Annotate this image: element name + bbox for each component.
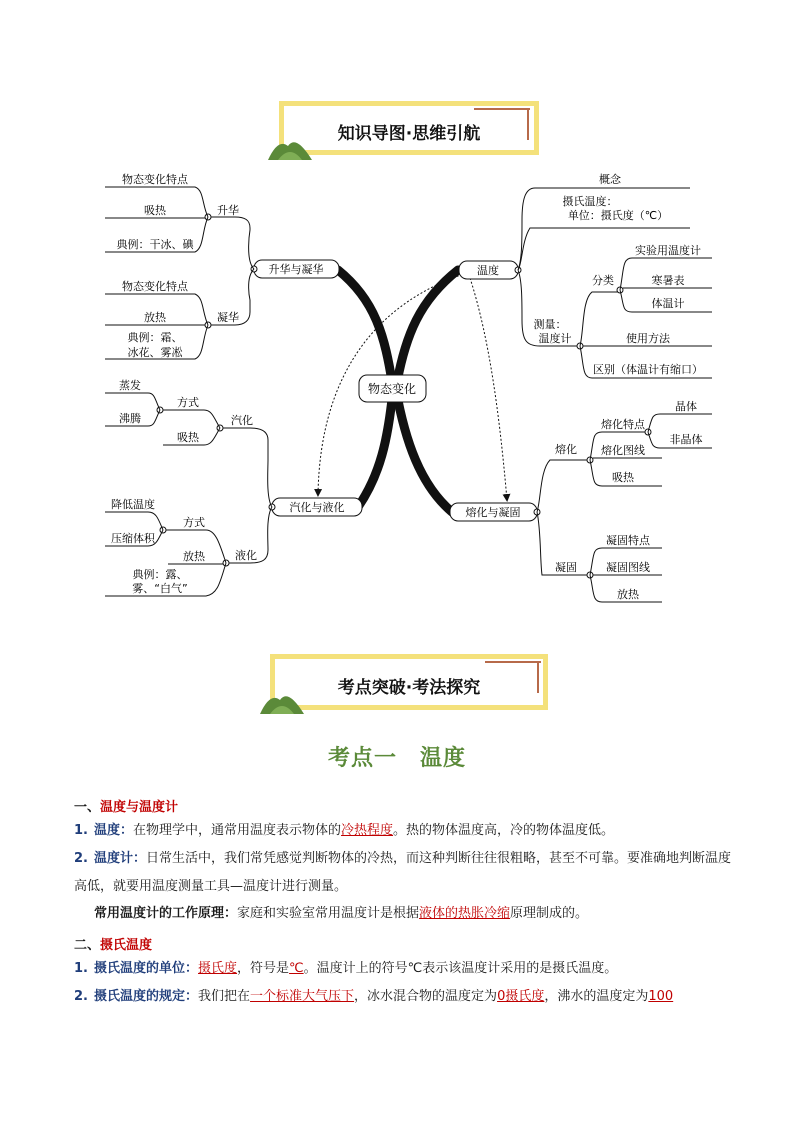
banner-kaodian-title: 考点突破·考法探究 bbox=[337, 678, 481, 698]
svg-text:凝固: 凝固 bbox=[555, 561, 577, 574]
svg-text:熔化图线: 熔化图线 bbox=[601, 444, 645, 457]
svg-text:升华与凝华: 升华与凝华 bbox=[268, 263, 324, 276]
svg-text:单位：摄氏度（℃）: 单位：摄氏度（℃） bbox=[567, 209, 669, 222]
hill-icon bbox=[268, 136, 314, 162]
section-heading: 二、摄氏温度 bbox=[74, 938, 153, 953]
svg-text:放热: 放热 bbox=[144, 311, 166, 324]
svg-text:测量：: 测量： bbox=[533, 318, 567, 331]
svg-text:实验用温度计: 实验用温度计 bbox=[635, 244, 701, 257]
svg-text:蒸发: 蒸发 bbox=[119, 379, 141, 392]
banner-mindmap-title: 知识导图·思维引航 bbox=[337, 124, 481, 144]
kaodian-title: 考点一 温度 bbox=[327, 746, 466, 771]
svg-text:晶体: 晶体 bbox=[675, 400, 697, 413]
svg-text:非晶体: 非晶体 bbox=[669, 433, 703, 446]
svg-text:方式: 方式 bbox=[183, 516, 205, 529]
svg-text:体温计: 体温计 bbox=[651, 297, 685, 310]
svg-text:熔化: 熔化 bbox=[555, 443, 577, 456]
svg-text:熔化与凝固: 熔化与凝固 bbox=[465, 506, 521, 519]
svg-text:典例：干冰、碘: 典例：干冰、碘 bbox=[116, 238, 194, 251]
mind-map bbox=[0, 160, 794, 610]
banner-mindmap bbox=[279, 101, 539, 155]
banner-deco-bar bbox=[527, 108, 529, 140]
dotted-arrow-right bbox=[470, 278, 507, 500]
svg-text:典例：霜、: 典例：霜、 bbox=[127, 331, 183, 344]
svg-text:吸热: 吸热 bbox=[177, 431, 199, 444]
svg-text:摄氏温度：: 摄氏温度： bbox=[562, 195, 618, 208]
svg-text:吸热: 吸热 bbox=[144, 204, 166, 217]
hill-icon bbox=[260, 690, 306, 716]
svg-text:汽化: 汽化 bbox=[231, 414, 253, 427]
curve-vapor bbox=[358, 390, 393, 507]
banner-deco-line bbox=[485, 661, 541, 663]
svg-text:概念: 概念 bbox=[599, 173, 621, 186]
svg-text:降低温度: 降低温度 bbox=[111, 498, 155, 511]
svg-text:典例：露、: 典例：露、 bbox=[132, 568, 188, 581]
svg-text:使用方法: 使用方法 bbox=[626, 332, 670, 345]
banner-deco-bar bbox=[537, 661, 539, 693]
svg-text:方式: 方式 bbox=[177, 396, 199, 409]
svg-text:雾、“白气”: 雾、“白气” bbox=[132, 582, 188, 595]
svg-text:汽化与液化: 汽化与液化 bbox=[289, 501, 345, 514]
paragraph-thermometer: 2. 温度计：日常生活中，我们常凭感觉判断物体的冷热，而这种判断往往很粗略，甚至不可靠。要准确地判断温度高低，就要用温度测量工具—温度计进行测量。 bbox=[74, 851, 732, 894]
paragraph-unit: 1. 摄氏温度的单位：摄氏度，符号是℃。温度计上的符号℃表示该温度计采用的是摄氏温度。 bbox=[74, 961, 618, 976]
curve-sublimation bbox=[338, 270, 393, 388]
paragraph-temperature: 1. 温度：在物理学中，通常用温度表示物体的冷热程度。热的物体温度高，冷的物体温度低。 bbox=[74, 823, 615, 838]
svg-text:温度: 温度 bbox=[477, 264, 499, 277]
svg-text:凝固特点: 凝固特点 bbox=[606, 534, 650, 547]
svg-text:压缩体积: 压缩体积 bbox=[111, 532, 155, 545]
svg-text:凝固图线: 凝固图线 bbox=[606, 561, 650, 574]
curve-temperature bbox=[396, 270, 458, 388]
section-heading: 一、温度与温度计 bbox=[74, 800, 179, 815]
banner-kaodian bbox=[270, 654, 548, 710]
svg-text:物态变化特点: 物态变化特点 bbox=[122, 173, 188, 186]
paragraph-principle: 常用温度计的工作原理：家庭和实验室常用温度计是根据液体的热胀冷缩原理制成的。 bbox=[94, 906, 589, 921]
curve-melting bbox=[396, 390, 452, 512]
banner-deco-line bbox=[474, 108, 530, 110]
svg-text:放热: 放热 bbox=[183, 550, 205, 563]
svg-text:升华: 升华 bbox=[217, 204, 239, 217]
svg-text:寒暑表: 寒暑表 bbox=[651, 274, 685, 287]
paragraph-rule: 2. 摄氏温度的规定：我们把在一个标准大气压下，冰水混合物的温度定为0摄氏度，沸水的温度定为100 bbox=[74, 989, 674, 1004]
svg-text:凝华: 凝华 bbox=[217, 311, 239, 324]
svg-text:冰花、雾凇: 冰花、雾凇 bbox=[127, 346, 183, 359]
svg-text:温度计: 温度计 bbox=[538, 332, 572, 345]
svg-text:液化: 液化 bbox=[235, 549, 257, 562]
svg-text:分类: 分类 bbox=[592, 274, 614, 287]
svg-text:区别（体温计有缩口）: 区别（体温计有缩口） bbox=[593, 363, 703, 376]
svg-text:沸腾: 沸腾 bbox=[119, 412, 141, 425]
svg-text:熔化特点: 熔化特点 bbox=[601, 418, 645, 431]
center-node-label: 物态变化 bbox=[367, 382, 417, 396]
svg-text:物态变化特点: 物态变化特点 bbox=[122, 280, 188, 293]
svg-text:吸热: 吸热 bbox=[612, 471, 634, 484]
svg-text:放热: 放热 bbox=[617, 588, 639, 601]
